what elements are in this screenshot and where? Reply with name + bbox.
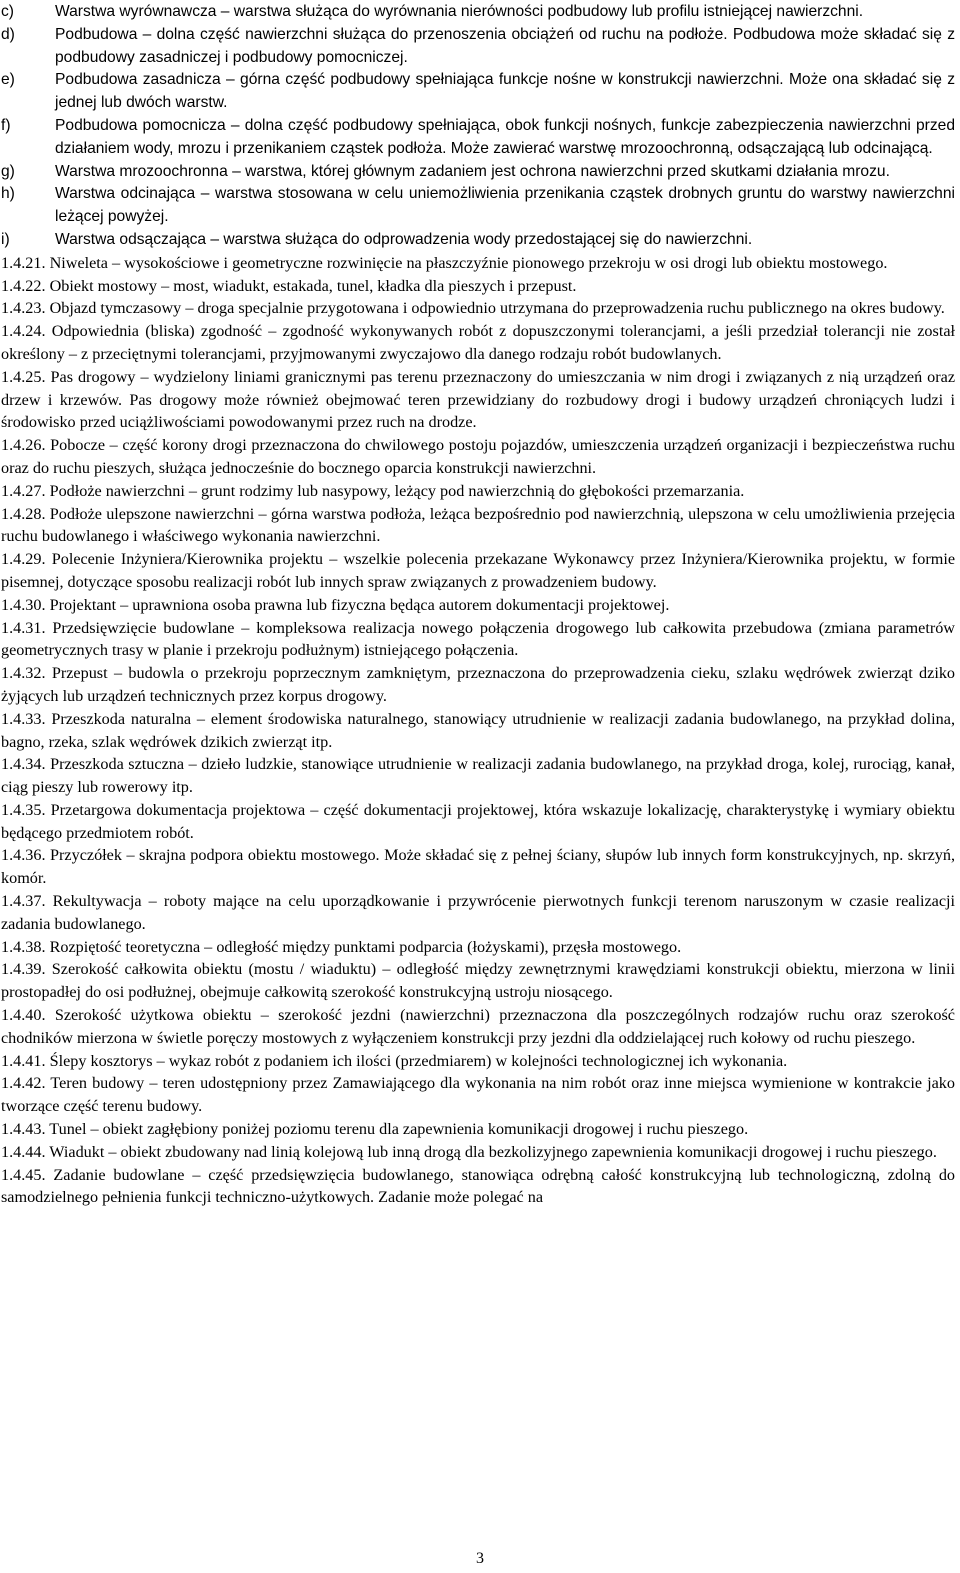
- definition-paragraph: [1, 753, 955, 799]
- definition-text: Ślepy kosztorys – wykaz robót z podaniem ich ilości (przedmiarem) w kolejności technologicznej ich wykonania.: [49, 1051, 788, 1070]
- definition-text: Tunel – obiekt zagłębiony poniżej poziomu terenu dla zapewnienia komunikacji drogowej i ruchu pieszego.: [49, 1120, 749, 1139]
- definition-paragraph: [1, 890, 955, 936]
- definition-number: 1.4.25.: [1, 367, 46, 386]
- document-body: [1, 1, 955, 1209]
- definition-number: 1.4.40.: [1, 1006, 46, 1025]
- definition-paragraph: [1, 1004, 955, 1050]
- definition-text: Obiekt mostowy – most, wiadukt, estakada, tunel, kładka dla pieszych i przepust.: [49, 276, 577, 295]
- definition-text: Pas drogowy – wydzielony liniami granicznymi pas terenu przeznaczony do umieszczania w nim drogi i związanych z nią urządzeń oraz drzew i krzewów. Pas drogowy może również obejmować teren przewidziany do rozbudowy drogi i budowy urządzeń chroniących ludzi i środowisko przed uciążliwościami powodowanymi przez ruch na drodze.: [1, 367, 956, 432]
- list-item-label: h): [1, 185, 15, 203]
- definition-text: Szerokość całkowita obiektu (mostu / wiaduktu) – odległość między zewnętrznymi krawędziami konstrukcji obiektu, mierzona w linii prostopadłej do osi podłużnej, obejmuje całkowitą szerokość konstrukcyjną ustroju niosącego.: [1, 960, 955, 1002]
- definition-number: 1.4.34.: [1, 755, 46, 774]
- definition-number: 1.4.42.: [1, 1074, 46, 1093]
- definition-text: Przetargowa dokumentacja projektowa – część dokumentacji projektowej, która wskazuje lokalizację, charakterystykę i wymiary obiektu będącego przedmiotem robót.: [1, 800, 955, 842]
- definition-paragraph: [1, 1118, 955, 1141]
- definition-paragraph: [1, 320, 955, 366]
- list-item: [1, 1, 955, 24]
- definition-number: 1.4.21.: [1, 253, 46, 272]
- definition-text: Projektant – uprawniona osoba prawna lub fizyczna będąca autorem dokumentacji projektowej.: [49, 595, 670, 614]
- definition-paragraph: [1, 252, 955, 275]
- list-item-label: c): [1, 3, 14, 20]
- definition-paragraph: [1, 297, 955, 320]
- definition-paragraph: [1, 662, 955, 708]
- definition-number: 1.4.32.: [1, 664, 46, 683]
- definition-number: 1.4.35.: [1, 800, 46, 819]
- definition-paragraph: [1, 366, 955, 434]
- list-item-label: i): [1, 230, 10, 248]
- definition-number: 1.4.41.: [1, 1051, 46, 1070]
- definition-text: Podłoże nawierzchni – grunt rodzimy lub nasypowy, leżący pod nawierzchnią do głębokości przemarzania.: [49, 481, 745, 500]
- definition-paragraph: [1, 480, 955, 503]
- definition-text: Rozpiętość teoretyczna – odległość między punktami podparcia (łożyskami), przęsła mostowego.: [49, 937, 682, 956]
- list-item: [1, 69, 955, 115]
- definition-paragraph: [1, 708, 955, 754]
- definition-paragraph: [1, 799, 955, 845]
- definition-number: 1.4.23.: [1, 299, 46, 318]
- list-item: [1, 183, 955, 229]
- definition-number: 1.4.39.: [1, 960, 46, 979]
- definition-paragraph: [1, 844, 955, 890]
- definition-text: Przeszkoda sztuczna – dzieło ludzkie, stanowiące utrudnienie w realizacji zadania budowlanego, na przykład droga, kolej, rurociąg, kanał, ciąg pieszy lub rowerowy itp.: [1, 755, 955, 797]
- definition-number: 1.4.26.: [1, 436, 46, 455]
- list-item-text: Warstwa wyrównawcza – warstwa służąca do wyrównania nierówności podbudowy lub profilu istniejącej nawierzchni.: [55, 3, 864, 20]
- definition-number: 1.4.44.: [1, 1142, 46, 1161]
- page-number: 3: [476, 1550, 484, 1567]
- list-item-text: Warstwa odcinająca – warstwa stosowana w celu uniemożliwienia przenikania cząstek drobnych gruntu do warstwy nawierzchni leżącej powyżej.: [55, 185, 955, 226]
- definition-number: 1.4.22.: [1, 276, 46, 295]
- list-item-text: Warstwa odsączająca – warstwa służąca do odprowadzenia wody przedostającej się do nawierzchni.: [55, 230, 753, 248]
- definition-number: 1.4.37.: [1, 892, 46, 911]
- definition-paragraph: [1, 594, 955, 617]
- definition-text: Odpowiednia (bliska) zgodność – zgodność wykonywanych robót z dopuszczonymi tolerancjami, a jeśli przedział tolerancji nie został określony – z przeciętnymi tolerancjami, przyjmowanymi zwyczajowo dla danego rodzaju robót budowlanych.: [1, 322, 955, 363]
- definition-number: 1.4.45.: [1, 1165, 46, 1184]
- definition-text: Przepust – budowla o przekroju poprzecznym zamkniętym, przeznaczona do przeprowadzenia cieku, szlaku wędrówek zwierząt dziko żyjących lub urządzeń technicznych przez korpus drogowy.: [1, 664, 956, 705]
- list-item: [1, 229, 955, 252]
- definition-text: Szerokość użytkowa obiektu – szerokość jezdni (nawierzchni) przeznaczona dla poszczególnych rodzajów ruchu oraz szerokość chodników mierzona w świetle poręczy mostowych z wyłączeniem konstrukcji przy jezdni dla oddzielającej ruch kołowy od ruchu pieszego.: [1, 1006, 955, 1047]
- definition-paragraph: [1, 958, 955, 1004]
- definition-paragraph: [1, 1050, 955, 1073]
- definition-paragraph: [1, 1164, 955, 1210]
- definition-text: Przedsięwzięcie budowlane – kompleksowa realizacja nowego połączenia drogowego lub całkowita przebudowa (zmiana parametrów geometrycznych trasy w planie i przekroju podłużnym) istniejącego połączenia.: [1, 618, 955, 660]
- definition-number: 1.4.36.: [1, 846, 46, 865]
- definition-text: Podłoże ulepszone nawierzchni – górna warstwa podłoża, leżąca bezpośrednio pod nawierzchnią, ulepszona w celu umożliwienia przejęcia ruchu budowlanego i właściwego wykonania nawierzchni.: [1, 504, 956, 546]
- definition-text: Przyczółek – skrajna podpora obiektu mostowego. Może składać się z pełnej ściany, słupów lub innych form konstrukcyjnych, np. skrzyń, komór.: [1, 846, 956, 888]
- definition-number: 1.4.30.: [1, 595, 46, 614]
- definition-paragraph: [1, 503, 955, 549]
- list-item-label: g): [1, 162, 15, 180]
- list-item: [1, 24, 955, 70]
- definition-paragraph: [1, 548, 955, 594]
- definition-number: 1.4.43.: [1, 1120, 46, 1139]
- definition-number: 1.4.31.: [1, 618, 46, 637]
- definition-text: Niweleta – wysokościowe i geometryczne rozwinięcie na płaszczyźnie pionowego przekroju w osi drogi lub obiektu mostowego.: [49, 253, 888, 272]
- definition-text: Zadanie budowlane – część przedsięwzięcia budowlanego, stanowiąca odrębną całość konstrukcyjną lub technologiczną, zdolną do samodzielnego pełnienia funkcji techniczno-użytkowych. Zadanie może polegać na: [1, 1165, 956, 1207]
- list-item-text: Podbudowa zasadnicza – górna część podbudowy spełniająca funkcje nośne w konstrukcji nawierzchni. Może ona składać się z jednej lub dwóch warstw.: [55, 71, 955, 112]
- list-item-text: Warstwa mrozoochronna – warstwa, której głównym zadaniem jest ochrona nawierzchni przed skutkami działania mrozu.: [55, 162, 890, 180]
- definition-text: Wiadukt – obiekt zbudowany nad linią kolejową lub inną drogą dla bezkolizyjnego zapewnienia komunikacji drogowej i ruchu pieszego.: [49, 1142, 937, 1161]
- definition-paragraph: [1, 1141, 955, 1164]
- list-item: [1, 115, 955, 161]
- list-item-label: f): [1, 116, 11, 134]
- definition-text: Pobocze – część korony drogi przeznaczona do chwilowego postoju pojazdów, umieszczenia urządzeń organizacji i bezpieczeństwa ruchu oraz do ruchu pieszych, służąca jednocześnie do bocznego oparcia konstrukcji nawierzchni.: [1, 436, 956, 477]
- list-item-text: Podbudowa pomocnicza – dolna część podbudowy spełniająca, obok funkcji nośnych, funkcje zabezpieczenia nawierzchni przed działaniem wody, mrozu i przenikaniem cząstek podłoża. Może zawierać warstwę mrozoochronną, odsączającą lub odcinającą.: [55, 116, 955, 157]
- definition-text: Rekultywacja – roboty mające na celu uporządkowanie i przywrócenie pierwotnych funkcji terenom naruszonym w czasie realizacji zadania budowlanego.: [1, 892, 956, 933]
- list-item-label: d): [1, 25, 15, 43]
- definition-text: Objazd tymczasowy – droga specjalnie przygotowana i odpowiednio utrzymana do przeprowadzenia ruchu publicznego na okres budowy.: [49, 299, 945, 318]
- list-item-text: Podbudowa – dolna część nawierzchni służąca do przenoszenia obciążeń od ruchu na podłoże. Podbudowa może składać się z podbudowy zasadniczej i podbudowy pomocniczej.: [55, 25, 955, 66]
- definition-sublist: [1, 1, 955, 252]
- definitions-list: [1, 252, 955, 1209]
- definition-text: Teren budowy – teren udostępniony przez Zamawiającego dla wykonania na nim robót oraz inne miejsca wymienione w kontrakcie jako tworzące część terenu budowy.: [1, 1074, 955, 1116]
- definition-number: 1.4.29.: [1, 550, 46, 569]
- definition-paragraph: [1, 275, 955, 298]
- definition-number: 1.4.24.: [1, 322, 46, 341]
- definition-number: 1.4.33.: [1, 709, 46, 728]
- definition-number: 1.4.38.: [1, 937, 46, 956]
- definition-text: Polecenie Inżyniera/Kierownika projektu – wszelkie polecenia przekazane Wykonawcy przez Inżyniera/Kierownika projektu, w formie pisemnej, dotyczące sposobu realizacji robót lub innych spraw związanych z prowadzeniem budowy.: [1, 550, 955, 591]
- definition-paragraph: [1, 617, 955, 663]
- definition-number: 1.4.27.: [1, 481, 46, 500]
- definition-paragraph: [1, 434, 955, 480]
- definition-paragraph: [1, 1072, 955, 1118]
- list-item: [1, 161, 955, 184]
- definition-number: 1.4.28.: [1, 504, 46, 523]
- list-item-label: e): [1, 71, 15, 89]
- definition-text: Przeszkoda naturalna – element środowiska naturalnego, stanowiący utrudnienie w realizacji zadania budowlanego, na przykład dolina, bagno, rzeka, szlak wędrówek dzikich zwierząt itp.: [1, 709, 956, 751]
- definition-paragraph: [1, 936, 955, 959]
